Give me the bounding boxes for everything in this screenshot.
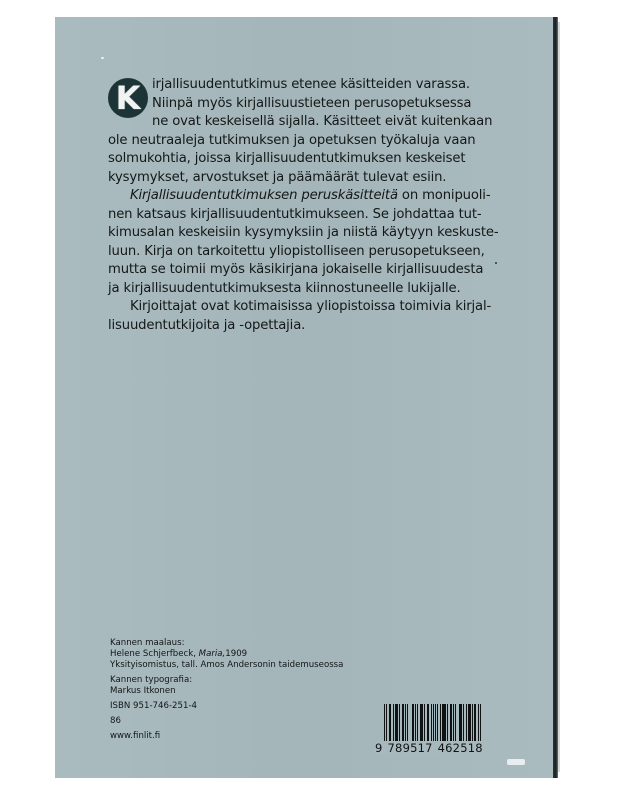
blurb-line: Niinpä myös kirjallisuustieteen perusopetuksessa <box>152 95 472 111</box>
typography-designer: Markus Itkonen <box>110 686 176 696</box>
blurb-line: irjallisuudentutkimus etenee käsitteiden varassa. <box>152 77 470 92</box>
website: www.finlit.fi <box>110 731 161 741</box>
typography-credit <box>110 675 343 697</box>
blurb-line: kysymykset, arvostukset ja päämäärät tulevat esiin. <box>108 169 447 185</box>
cover-edge-highlight <box>558 22 560 772</box>
blurb-line: mutta se toimii myös käsikirjana jokaiselle kirjallisuudesta <box>108 262 484 277</box>
blurb-paragraph-1 <box>108 76 493 187</box>
isbn: ISBN 951-746-251-4 <box>110 701 198 711</box>
barcode-bars-icon <box>384 704 481 744</box>
painting-title: Maria, <box>198 649 226 659</box>
blurb-line: ja kirjallisuudentutkimuksesta kiinnostuneelle lukijalle. <box>108 280 461 296</box>
paper-speck <box>101 57 104 59</box>
paper-wear-mark <box>507 759 525 765</box>
class-number: 86 <box>110 716 121 726</box>
blurb-line: Kirjoittajat ovat kotimaisissa yliopistoissa toimivia kirjal- <box>130 299 492 314</box>
isbn-barcode <box>373 703 485 755</box>
blurb-line: luun. Kirja on tarkoitettu yliopistolliseen perusopetukseen, <box>108 243 485 259</box>
barcode-digits: 9 789517 462518 <box>375 741 483 755</box>
painting-label: Kannen maalaus: <box>110 638 185 648</box>
blurb-line: Kirjallisuudentutkimuksen peruskäsitteitä on monipuoli- <box>130 188 491 203</box>
back-cover-blurb <box>108 76 499 335</box>
painting-credit <box>110 638 343 671</box>
blurb-line: ole neutraaleja tutkimuksen ja opetuksen työkaluja vaan <box>108 132 476 148</box>
paper-speck <box>495 262 497 264</box>
painting-info: Helene Schjerfbeck, Maria,1909 <box>110 649 248 659</box>
blurb-paragraph-2 <box>108 187 499 298</box>
dropcap-k-icon: K <box>108 78 148 118</box>
book-title: Kirjallisuudentutkimuksen peruskäsitteitä <box>130 188 398 203</box>
blurb-line: nen katsaus kirjallisuudentutkimukseen. Se johdattaa tut- <box>108 206 482 222</box>
blurb-paragraph-3 <box>108 298 492 335</box>
painting-owner: Yksityisomistus, tall. Amos Andersonin taidemuseossa <box>110 660 344 670</box>
typography-label: Kannen typografia: <box>110 675 193 685</box>
blurb-line: ne ovat keskeisellä sijalla. Käsitteet eivät kuitenkaan <box>152 114 493 129</box>
blurb-line: solmukohtia, joissa kirjallisuudentutkimuksen keskeiset <box>108 151 466 166</box>
cover-credits <box>110 638 343 746</box>
blurb-line: lisuudentutkijoita ja -opettajia. <box>108 317 306 333</box>
blurb-line: kimusalan keskeisiin kysymyksiin ja niistä käytyyn keskuste- <box>108 225 499 240</box>
